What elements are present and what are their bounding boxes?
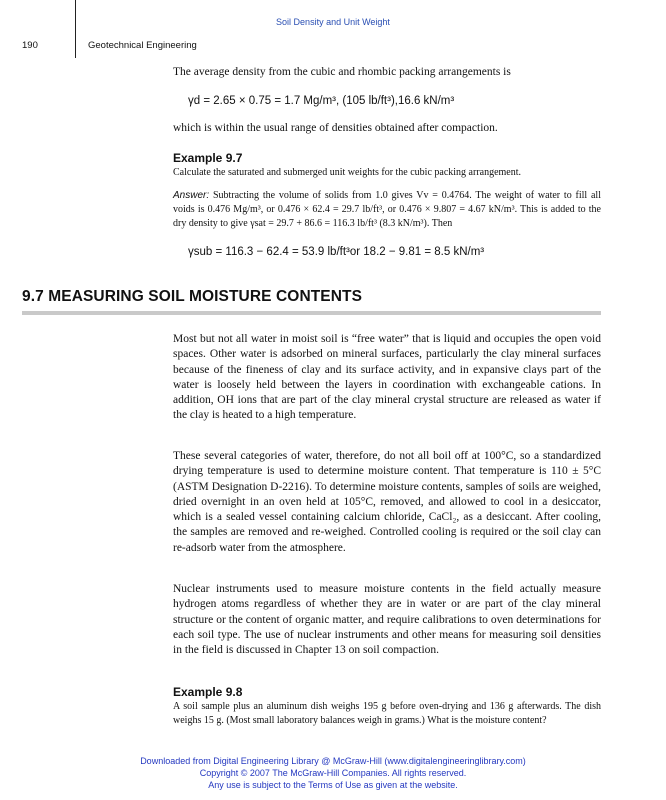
section-rule [22, 311, 601, 315]
example-9-7-problem: Calculate the saturated and submerged unit weights for the cubic packing arrangement. [173, 167, 522, 178]
example-9-7-title: Example 9.7 [173, 151, 243, 165]
intro-after: which is within the usual range of densities obtained after compaction. [173, 122, 498, 134]
example-9-7-answer [173, 189, 601, 231]
answer-label: Answer: [173, 190, 210, 201]
density-equation: γd = 2.65 × 0.75 = 1.7 Mg/m³, (105 lb/ft³),16.6 kN/m³ [188, 95, 455, 107]
footer-download-line: Downloaded from Digital Engineering Library @ McGraw-Hill (www.digitalengineeringlibrary.com) [140, 756, 526, 766]
example-9-8-problem: A soil sample plus an aluminum dish weighs 195 g before oven-drying and 136 g afterwards. The dish weighs 15 g. (Most small laboratory balances weigh in grams.) What is the moisture content? [173, 701, 601, 726]
paragraph-2: These several categories of water, therefore, do not all boil off at 100°C, so a standardized drying temperature is used to determine moisture content. That temperature is 110 ± 5°C (ASTM Designation D-2216). To determine moisture contents, samples of soils are weighed, dried overnight in an oven held at 105°C, removed, and allowed to cool in a desiccator, which is a sealed vessel containing calcium chloride, CaCl₂, as a desiccant. After cooling, the samples are removed and re-weighed. Controlled cooling is required or the soil clay can re-adsorb water from the atmosphere. [173, 450, 601, 554]
paragraph-1: Most but not all water in moist soil is “free water” that is liquid and occupies the open void spaces. Other water is adsorbed on mineral surfaces, particularly the clay mineral surfaces because of the fineness of clay and its surface activity, and in expansive clays part of the water is loosely held between the layers in coordination with exchangeable cations. In addition, OH ions that are part of the clay mineral crystal structure are released as water if the clay is heated to a high temperature. [173, 333, 601, 422]
intro-line: The average density from the cubic and rhombic packing arrangements is [173, 66, 511, 78]
header-divider [75, 0, 76, 58]
footer-copyright: Copyright © 2007 The McGraw-Hill Companies. All rights reserved. [199, 768, 467, 778]
answer-text: Subtracting the volume of solids from 1.0 gives Vv = 0.4764. The weight of water to fill all voids is 0.476 Mg/m³, or 0.476 × 62.4 = 29.7 lb/ft³, or 0.476 × 9.807 = 4.67 kN/m³. This is added to the dry density to give γsat = 29.7 + 86.6 = 116.3 lb/ft³ (8.3 kN/m³). Then [173, 190, 601, 229]
example-9-8-title: Example 9.8 [173, 685, 243, 699]
page-number: 190 [22, 40, 38, 51]
submerged-equation: γsub = 116.3 − 62.4 = 53.9 lb/ft³or 18.2 − 9.81 = 8.5 kN/m³ [188, 246, 485, 258]
book-title: Geotechnical Engineering [88, 40, 197, 51]
section-heading: 9.7 MEASURING SOIL MOISTURE CONTENTS [22, 288, 363, 305]
paragraph-3: Nuclear instruments used to measure moisture contents in the field actually measure hydrogen atoms regardless of whether they are in water or are part of the clay mineral structure or the content of organic matter, and require calibrations to oven determinations for each soil type. The use of nuclear instruments and other means for measuring soil densities in the field is discussed in Chapter 13 on soil compaction. [173, 583, 601, 657]
running-title: Soil Density and Unit Weight [276, 17, 390, 27]
footer-terms: Any use is subject to the Terms of Use as given at the website. [208, 780, 458, 790]
